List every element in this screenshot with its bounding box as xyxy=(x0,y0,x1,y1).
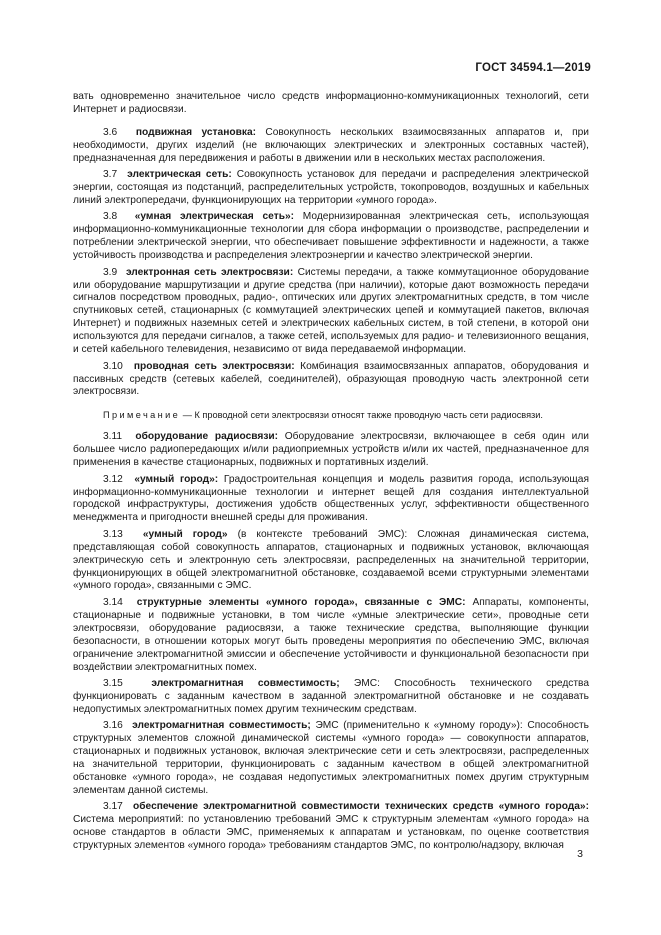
entry-number: 3.6 xyxy=(103,126,118,138)
note-label: Примечание xyxy=(103,410,181,421)
entry-3-15 xyxy=(73,678,589,717)
entry-number: 3.7 xyxy=(103,169,118,181)
entry-number: 3.14 xyxy=(103,596,123,608)
entry-term: электронная сеть электросвязи: xyxy=(125,266,294,278)
page-number: 3 xyxy=(577,848,583,860)
entry-3-12 xyxy=(73,474,589,526)
entry-definition: Модернизированная электрическая сеть, использующая информационно-коммуникационные технологии для сбора информации о производстве, распределении и потреблении электрической энергии, что обеспечивает повышение эффективности и надежности, а также устойчивость производства и распределения электроэнергии и качество электрической энергии. xyxy=(73,211,590,262)
entry-term: «умный город»: xyxy=(134,473,219,485)
entry-3-10 xyxy=(73,361,589,400)
entry-definition: Оборудование электросвязи, включающее в себя один или большее число радиопередающих и/или радиоприемных устройств и/или их частей, предназначенное для применения в качестве стационарных, подвижных и портативных изделий. xyxy=(73,431,589,469)
entry-term: структурные элементы «умного города», связанные с ЭМС: xyxy=(136,596,466,608)
entry-number: 3.17 xyxy=(103,801,123,813)
entry-definition: Система мероприятий: по установлению требований ЭМС к структурным элементам «умного города» на основе стандартов в области ЭМС, применяемых к аппаратам и установкам, по оценке соответствия структурных элементов «умного города» требованиям стандартов ЭМС, по контролю/надзору, включая xyxy=(73,814,589,852)
entry-3-13 xyxy=(73,529,589,594)
entry-definition: Комбинация взаимосвязанных аппаратов, оборудования и пассивных средств (сетевых кабелей, соединителей), образующая проводную часть электронной сети электросвязи. xyxy=(73,360,589,398)
entry-term: электрическая сеть: xyxy=(127,169,232,181)
entry-definition: ЭМС (применительно к «умному городу»): Способность структурных элементов сложной динамической системы «умного города» — совокупности аппаратов, стационарных и подвижных установок, включая электрические сети и сеть электросвязи, распределенных на значительной территории, функционировать с заданным качеством в общей электромагнитной обстановке «умного города», не создавая недопустимых электромагнитных помех другим структурным элементам данной системы. xyxy=(73,720,589,796)
entry-number: 3.8 xyxy=(103,211,118,223)
entry-term: электромагнитная совместимость; xyxy=(151,678,340,689)
note-paragraph xyxy=(73,409,589,421)
entry-number: 3.11 xyxy=(103,431,123,443)
entry-definition: ЭМС: Способность технического средства функционировать с заданным качеством в заданной электромагнитной обстановке и не создавать недопустимых электромагнитных помех другим техническим средствам. xyxy=(73,678,589,715)
entry-term: «умный город» xyxy=(142,528,228,540)
entry-3-16 xyxy=(73,720,589,797)
document-header: ГОСТ 34594.1—2019 xyxy=(475,62,591,74)
entry-term: проводная сеть электросвязи: xyxy=(133,360,295,372)
entry-term: электромагнитная совместимость; xyxy=(132,720,311,732)
entry-definition: Совокупность установок для передачи и распределения электрической энергии, состоящая из подстанций, распределительных устройств, токопроводов, воздушных и кабельных линий электропередачи, функционирующих на территории «умного города». xyxy=(73,169,589,206)
entry-3-14 xyxy=(73,597,589,674)
entry-definition: (в контексте требований ЭМС): Сложная динамическая система, представляющая собой совокупность аппаратов, стационарных и подвижных установок, включающая электрическую сеть и электронную сеть электросвязи, распределенных на значительной территории, функционирующих в общей электромагнитной обстановке, создаваемой всеми структурными элементами «умного города», связанными с ЭМС. xyxy=(73,528,589,592)
entry-number: 3.12 xyxy=(103,473,123,485)
entry-term: оборудование радиосвязи: xyxy=(135,431,279,443)
document-body xyxy=(73,91,589,857)
entry-term: «умная электрическая сеть»: xyxy=(134,211,295,223)
entry-3-11 xyxy=(73,431,589,470)
entry-term: обеспечение электромагнитной совместимости технических средств «умного города»: xyxy=(133,801,589,813)
entry-number: 3.10 xyxy=(103,360,123,372)
entry-3-6 xyxy=(73,127,589,166)
entry-number: 3.9 xyxy=(103,266,118,278)
entry-3-17 xyxy=(73,801,589,853)
entry-definition: Системы передачи, а также коммутационное оборудование или оборудование маршрутизации и другие средства (при наличии), которые дают возможность передачи сигналов посредством проводных, радио-, оптических или других электромагнитных средств, в том числе спутниковых сетей, стационарных (с коммутацией электрических цепей и коммутацией пакетов, включая Интернет) и подвижных наземных сетей и электрических кабельных систем, в той степени, в которой они используются для передачи сигналов, а также сетей, используемых для радио- и телевизионного вещания, и сетей кабельного телевидения, независимо от вида передаваемой информации. xyxy=(73,266,589,356)
entry-definition: Аппараты, компоненты, стационарные и подвижные установки, в том числе «умные электрические сети», проводные сети электросвязи, оборудование радиосвязи, а также технические средства, выполняющие функции безопасности, в отношении которых могут быть проведены мероприятия по обеспечению ЭМС, включая ограничение электромагнитной эмиссии и обеспечение устойчивости и функциональной безопасности при воздействии электромагнитных помех. xyxy=(73,596,589,673)
entry-number: 3.15 xyxy=(103,678,123,689)
note-text: — К проводной сети электросвязи относят также проводную часть сети радиосвязи. xyxy=(180,410,543,421)
entry-3-9 xyxy=(73,267,589,357)
entry-3-7 xyxy=(73,169,589,208)
entry-term: подвижная установка: xyxy=(135,126,256,138)
entry-number: 3.16 xyxy=(103,720,123,732)
entry-definition: Совокупность нескольких взаимосвязанных аппаратов и, при необходимости, других изделий (не включающих электрических и электронных составных частей), предназначенная для передвижения и работы в движении или в нескольких местах расположения. xyxy=(73,126,589,164)
entry-3-8 xyxy=(73,211,589,263)
entry-number: 3.13 xyxy=(103,528,123,540)
entry-definition: Градостроительная концепция и модель развития города, использующая информационно-коммуникационные технологии и интернет вещей для создания интеллектуальной городской инфраструктуры, достижения удобств общественных услуг, эффективности общественного менеджмента и пригодности внешней среды для проживания. xyxy=(73,473,589,524)
continued-paragraph: вать одновременно значительное число средств информационно-коммуникационных технологий, сети Интернет и радиосвязи. xyxy=(73,91,589,115)
